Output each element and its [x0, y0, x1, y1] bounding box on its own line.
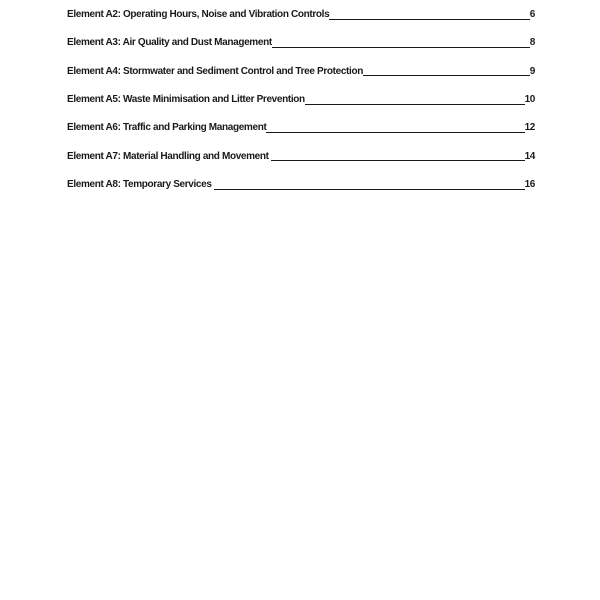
- toc-entry-page: 12: [524, 122, 535, 134]
- toc-entry-page: 6: [529, 9, 535, 20]
- toc-entry-page: 16: [524, 179, 535, 191]
- toc-entry-page: 8: [529, 37, 535, 49]
- toc-entry-label: Element A4: Stormwater and Sediment Control and Tree Protection: [67, 65, 363, 77]
- toc-entry[interactable]: [67, 114, 535, 142]
- toc-entry[interactable]: [67, 143, 535, 171]
- toc-leader-line: [214, 171, 525, 190]
- toc-leader-line: [305, 86, 525, 105]
- toc-entry[interactable]: [67, 58, 535, 86]
- toc-entry[interactable]: [67, 1, 535, 29]
- toc-entry[interactable]: [67, 29, 535, 57]
- toc-list: [67, 1, 535, 199]
- toc-entry[interactable]: [67, 171, 535, 199]
- toc-entry-page: 14: [524, 150, 535, 162]
- toc-entry-page: 9: [529, 65, 535, 77]
- toc-entry[interactable]: [67, 86, 535, 114]
- toc-entry-page: 10: [524, 94, 535, 106]
- toc-leader-line: [271, 143, 525, 162]
- toc-leader-line: [329, 1, 529, 20]
- toc-leader-line: [363, 58, 530, 77]
- toc-leader-line: [266, 114, 524, 133]
- toc-entry-label: Element A2: Operating Hours, Noise and Vibration Controls: [67, 9, 330, 20]
- toc-entry-label: Element A8: Temporary Services: [67, 179, 214, 191]
- toc-entry-label: Element A3: Air Quality and Dust Management: [67, 37, 272, 49]
- toc-leader-line: [272, 29, 530, 48]
- toc-entry-label: Element A6: Traffic and Parking Management: [67, 122, 267, 134]
- toc-entry-label: Element A5: Waste Minimisation and Litter Prevention: [67, 94, 305, 106]
- toc-entry-label: Element A7: Material Handling and Movement: [67, 150, 272, 162]
